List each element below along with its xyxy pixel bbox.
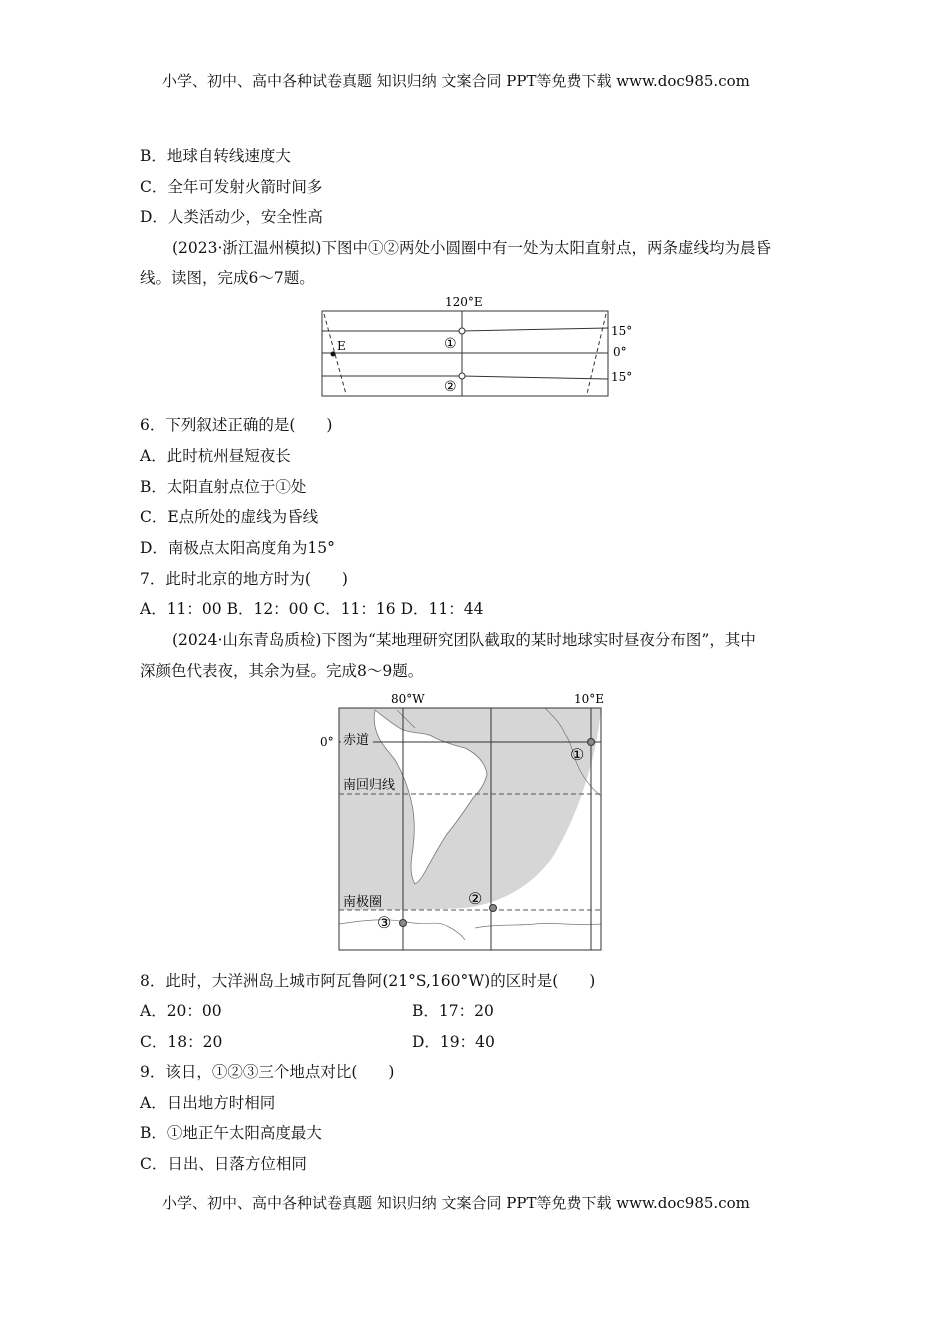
q9-stem: 9．该日，①②③三个地点对比( ) [140,1063,395,1081]
circle-2 [459,373,465,379]
point-e-dot [331,352,336,357]
night-region [339,708,601,910]
option-d: D．人类活动少，安全性高 [140,208,323,226]
q8-stem: 8．此时，大洋洲岛上城市阿瓦鲁阿(21°S,160°W)的区时是( ) [140,972,596,990]
q6-stem: 6．下列叙述正确的是( ) [140,416,333,434]
circle-1 [459,328,465,334]
meridian-120e-label: 120°E [445,295,483,309]
q9-option-c: C．日出、日落方位相同 [140,1155,307,1173]
marker-1-label: ① [570,745,585,764]
intro-paragraph-2-line-1: (2024·山东青岛质检)下图为“某地理研究团队截取的某时地球实时昼夜分布图”，其中 [172,631,756,649]
lon-10e-label: 10°E [574,692,605,706]
page-footer: 小学、初中、高中各种试卷真题 知识归纳 文案合同 PPT等免费下载 www.doc985.com [162,1194,750,1212]
lat-15n-label: 15° [611,324,633,338]
q7-stem: 7．此时北京的地方时为( ) [140,570,348,588]
option-b: B．地球自转线速度大 [140,147,291,165]
lat-0-label: 0° [613,345,627,359]
q8-option-d: D．19：40 [412,1033,495,1051]
figure-2-day-night-map [315,688,620,953]
q8-option-b: B．17：20 [412,1002,494,1020]
lon-80w-label: 80°W [391,692,425,706]
latitude-15s-line-right [462,376,608,379]
q9-option-a: A．日出地方时相同 [140,1094,276,1112]
page-header: 小学、初中、高中各种试卷真题 知识归纳 文案合同 PPT等免费下载 www.doc985.com [162,72,750,90]
marker-2-label: ② [468,889,483,908]
point-2-dot [490,905,497,912]
marker-1-label: ① [444,336,457,352]
latitude-15n-line-right [462,328,608,331]
marker-2-label: ② [444,379,457,395]
option-c: C．全年可发射火箭时间多 [140,178,323,196]
antarctic-label: 南极圈 [343,895,383,910]
q6-option-c: C．E点所处的虚线为昏线 [140,508,319,526]
point-1-dot [588,739,595,746]
tropic-label: 南回归线 [343,778,396,793]
figure-1-terminator-map [315,292,640,402]
q6-option-d: D．南极点太阳高度角为15° [140,539,335,557]
intro-paragraph-2-line-2: 深颜色代表夜，其余为昼。完成8～9题。 [140,662,424,680]
intro-paragraph-1-line-2: 线。读图，完成6～7题。 [140,269,315,287]
point-3-dot [400,920,407,927]
q8-option-a: A．20：00 [140,1002,222,1020]
intro-paragraph-1-line-1: (2023·浙江温州模拟)下图中①②两处小圆圈中有一处为太阳直射点，两条虚线均为晨昏 [172,239,771,257]
point-e-label: E [337,339,346,353]
marker-3-label: ③ [377,913,392,932]
q9-option-b: B．①地正午太阳高度最大 [140,1124,322,1142]
lat-0-label: 0° [320,735,334,749]
lat-15s-label: 15° [611,370,633,384]
q6-option-b: B．太阳直射点位于①处 [140,478,307,496]
q7-options: A．11：00 B．12：00 C．11：16 D．11：44 [140,600,484,618]
q8-option-c: C．18：20 [140,1033,223,1051]
terminator-right-dashed [587,314,606,394]
q6-option-a: A．此时杭州昼短夜长 [140,447,291,465]
equator-label: 赤道 [343,733,370,748]
